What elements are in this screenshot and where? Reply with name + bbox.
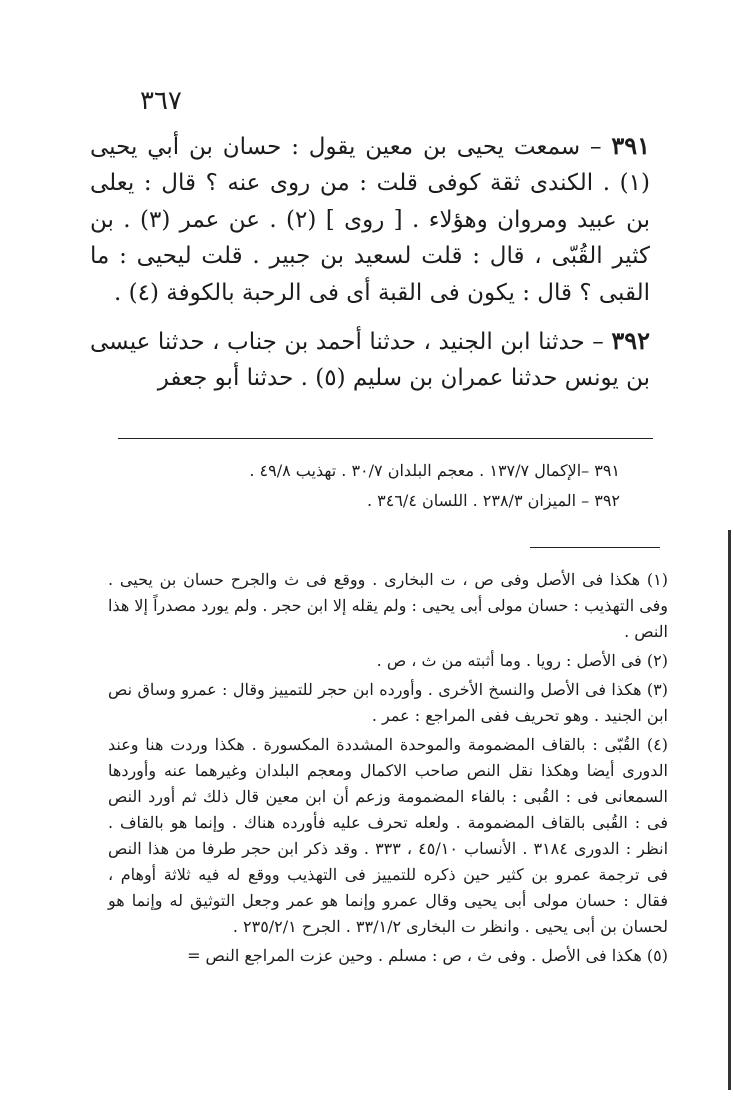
reference-line: ٣٩٢ – الميزان ٢٣٨/٣ . اللسان ٣٤٦/٤ . — [366, 491, 620, 510]
references — [200, 456, 620, 516]
entry-text: – حدثنا ابن الجنيد ، حدثنا أحمد بن جناب ، حدثنا عيسى بن يونس حدثنا عمران بن سليم (٥) . حدثنا أبو جعفر — [90, 329, 650, 392]
footnote-3: (٣) هكذا فى الأصل والنسخ الأخرى . وأورده ابن حجر للتمييز وقال : عمرو وساق نص ابن الجنيد . وهو تحريف ففى المراجع : عمر . — [108, 680, 668, 725]
section-divider — [118, 438, 653, 439]
main-text — [90, 128, 650, 397]
entry-text: – سمعت يحيى بن معين يقول : حسان بن أبي يحيى (١) . الكندى ثقة كوفى قلت : من روى عنه ؟ قال : يعلى بن عبيد ومروان وهؤلاء . [ روى ] (٢) . عن عمر (٣) . بن كثير القُبّى ، قال : قلت لسعيد بن جبير . قلت ليحيى : ما القبى ؟ قال : يكون فى القبة أى فى الرحبة بالكوفة (٤) . — [90, 134, 650, 306]
entry-392 — [90, 323, 650, 397]
footnote-2: (٢) فى الأصل : رويا . وما أثبته من ث ، ص . — [376, 651, 668, 670]
page-number: ٣٦٧ — [140, 86, 182, 116]
reference-line: ٣٩١ –الإكمال ١٣٧/٧ . معجم البلدان ٣٠/٧ . تهذيب ٤٩/٨ . — [249, 461, 620, 480]
footnote-1: (١) هكذا فى الأصل وفى ص ، ت البخارى . ووقع فى ث والجرح حسان بن يحيى . وفى التهذيب : حسان مولى أبى يحيى : ولم يقله إلا ابن حجر . ولم يورد مصدراً إلا هذا النص . — [108, 570, 668, 641]
footnote-5: (٥) هكذا فى الأصل . وفى ث ، ص : مسلم . وحين عزت المراجع النص = — [187, 946, 668, 965]
footnote-divider — [530, 547, 660, 548]
entry-number: ٣٩١ — [611, 131, 650, 160]
entry-391 — [90, 128, 650, 311]
scan-edge-shadow — [728, 530, 731, 1090]
footnote-4: (٤) القُبّى : بالقاف المضمومة والموحدة المشددة المكسورة . هكذا وردت هنا وعند الدورى أيضا وهكذا نقل النص صاحب الاكمال ومعجم البلدان وغيرهما عنه وأوردها السمعانى فى : القُبى : بالفاء المضمومة وزعم أن ابن معين قال ذلك ثم أورد النص فى : القُبى بالقاف المضمومة . ولعله تحرف عليه فأورده هناك . وإنما هو بالقاف . انظر : الدورى ٣١٨٤ . الأنساب ٤٥/١٠ ، ٣٣٣ . وقد ذكر ابن حجر طرفا من هذا النص فى ترجمة عمرو بن كثير حين ذكره للتمييز فى التهذيب ووقع له فيه ثلاثة أوهام ، فقال : حسان مولى أبى يحيى وقال عمرو وإنما هو عمر وجعل التوثيق له وإنما هو لحسان بن أبى يحيى . وانظر ت البخارى ٣٣/١/٢ . الجرح ٢٣٥/٢/١ . — [108, 735, 669, 936]
footnotes — [108, 567, 668, 969]
entry-number: ٣٩٢ — [611, 326, 650, 356]
